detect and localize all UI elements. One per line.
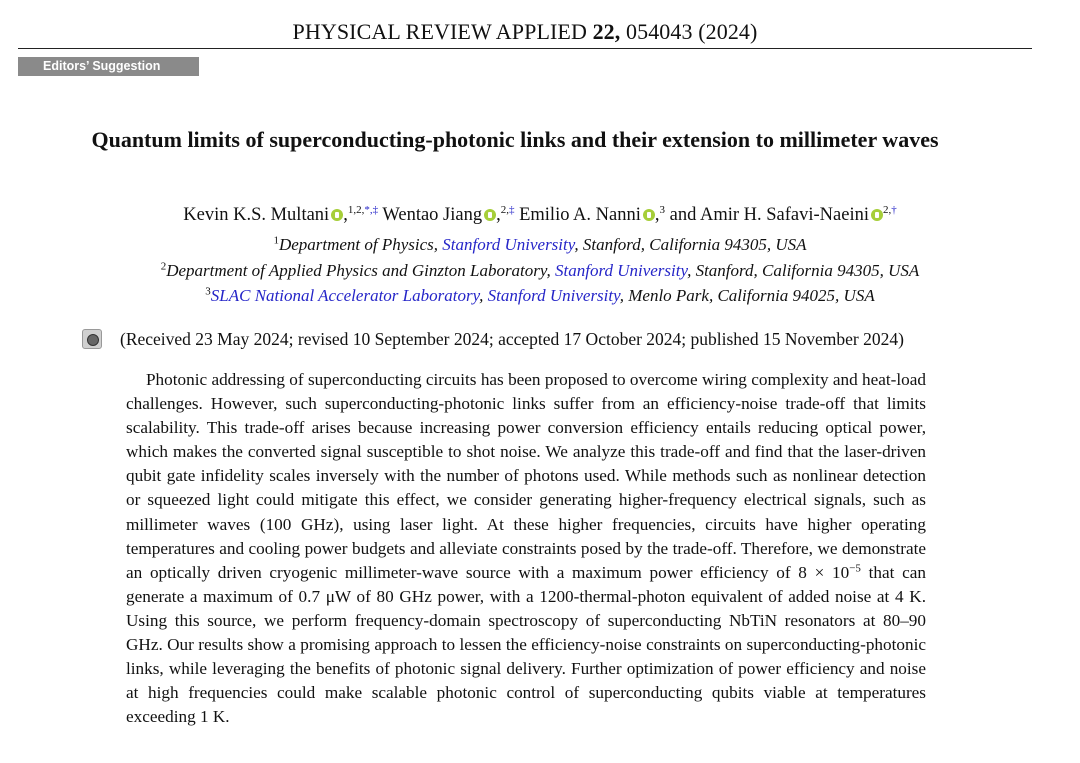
author-name[interactable]: Amir H. Safavi-Naeini [699, 205, 869, 225]
editors-suggestion-badge: Editors’ Suggestion [18, 57, 199, 76]
affiliation-1: $^1$Department of Physics, Stanford University, Stanford, California 94305, USA [273, 234, 807, 254]
author-note-link[interactable]: *,‡ [364, 203, 379, 216]
journal-volume: 22, [592, 19, 621, 44]
affiliation-link[interactable]: Stanford University [555, 261, 688, 280]
author-note-link[interactable]: ‡ [508, 203, 515, 216]
orcid-icon[interactable] [871, 209, 883, 221]
author-name[interactable]: Kevin K.S. Multani [183, 205, 330, 225]
author-name[interactable]: Wentao Jiang [382, 205, 483, 225]
journal-article: 054043 (2024) [626, 19, 758, 44]
affiliation-link[interactable]: Stanford University [487, 286, 620, 305]
received-text: (Received 23 May 2024; revised 10 September 2024; accepted 17 October 2024; published 15 November 2024) [120, 329, 904, 349]
affiliation-link[interactable]: Stanford University [442, 235, 575, 254]
journal-header [18, 18, 1032, 49]
received-dates [80, 326, 1040, 352]
journal-name: PHYSICAL REVIEW APPLIED [292, 19, 587, 44]
author-name[interactable]: Emilio A. Nanni [519, 205, 641, 225]
abstract: Photonic addressing of superconducting circuits has been proposed to overcome wiring complexity and heat-load challenges. However, such superconducting-photonic links suffer from an efficiency-noise trade-off that limits scalability. This trade-off arises because increasing power conversion efficiency entails reducing optical power, which makes the converted signal susceptible to shot noise. We analyze this trade-off and find that the laser-driven qubit gate infidelity scales inversely with the number of photons used. While methods such as nonlinear detection or squeezed light could mitigate this effect, we consider generating higher-frequency electrical signals, such as millimeter waves (100 GHz), using laser light. At these higher frequencies, circuits have higher operating temperatures and cooling power budgets and alleviate constraints posed by the trade-off. Therefore, we demonstrate an optically driven cryogenic millimeter-wave source with a maximum power efficiency of $8 \times 10^{-5}$ that can generate a maximum of 0.7 μW of 80 GHz power, with a 1200-thermal-photon equivalent of added noise at 4 K. Using this source, we perform frequency-domain spectroscopy of superconducting NbTiN resonators at 80–90 GHz. Our results show a promising approach to lessen the efficiency-noise constraints on superconducting-photonic links, while leveraging the benefits of photonic signal delivery. Further optimization of power efficiency and noise at high frequencies could make scalable photonic control of superconducting qubits viable at temperatures exceeding 1 K. [126, 370, 926, 727]
orcid-icon[interactable] [484, 209, 496, 221]
author-note-link[interactable]: † [891, 203, 897, 216]
check-for-updates-icon[interactable] [82, 329, 102, 349]
article-title: Quantum limits of superconducting-photonic links and their extension to millimeter waves [91, 127, 939, 152]
orcid-icon[interactable] [643, 209, 655, 221]
affiliation-link[interactable]: SLAC National Accelerator Laboratory [210, 286, 480, 305]
author-list: Kevin K.S. Multani ,$^{1,2,*,\ddagger}$ Wentao Jiang ,$^{2,\ddagger}$ Emilio A. Nanni ,$^3$ and Amir H. Safavi-Naeini $^{2,\dagger}$ [183, 203, 897, 225]
affiliation-2: $^2$Department of Applied Physics and Ginzton Laboratory, Stanford University, Stanford, California 94305, USA [160, 260, 920, 280]
affiliation-3: $^3$SLAC National Accelerator Laboratory, Stanford University, Menlo Park, California 94025, USA [205, 285, 875, 305]
orcid-icon[interactable] [331, 209, 343, 221]
